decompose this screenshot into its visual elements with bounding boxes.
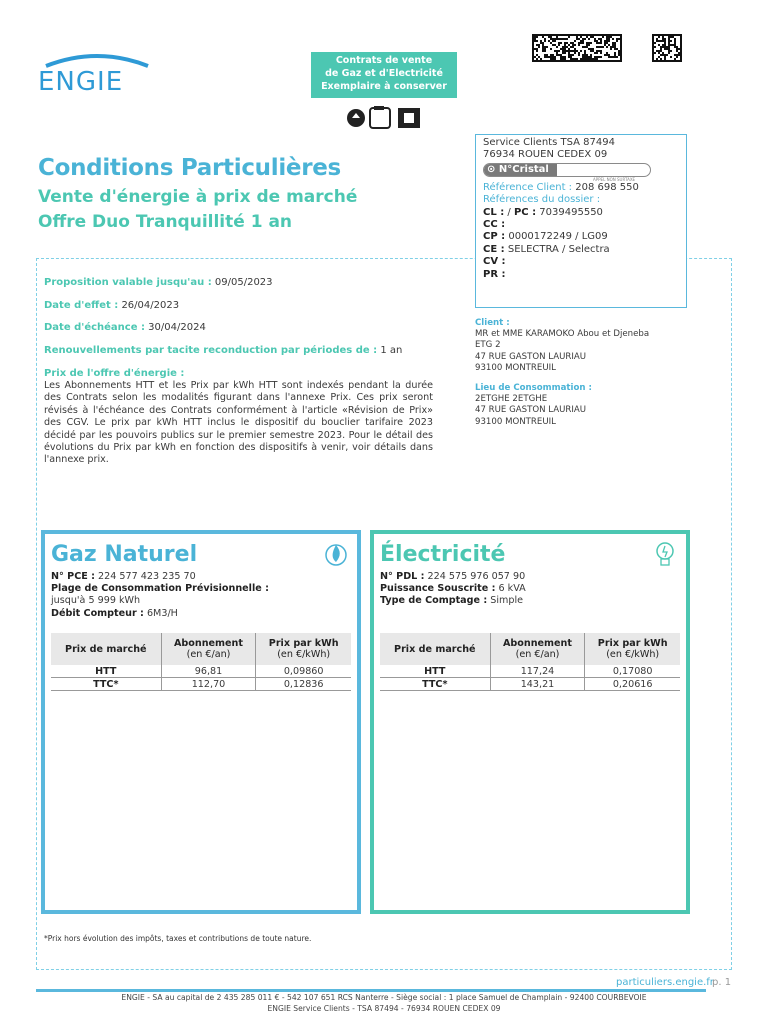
pce-value: 224 577 423 235 70: [98, 571, 196, 582]
col-prix-marche: Prix de marché: [51, 633, 161, 665]
elec-price-table: [380, 633, 680, 691]
elec-card: [370, 530, 690, 914]
cristal-badge: [483, 163, 651, 177]
col-prix-kwh-label: Prix par kWh: [268, 638, 339, 649]
cl-value: /: [507, 206, 511, 218]
ref-client-label: Référence Client :: [483, 181, 573, 193]
col-prix-marche: Prix de marché: [380, 633, 490, 665]
address-box: [475, 134, 687, 308]
col-abonnement-label: Abonnement: [503, 638, 572, 649]
recycling-icons: [344, 104, 424, 130]
client-name: MR et MME KARAMOKO Abou et Djeneba: [475, 329, 650, 340]
type-comptage-label: Type de Comptage :: [380, 595, 488, 607]
cristal-subtext: APPEL NON SURTAXE: [593, 176, 636, 182]
legal-line-2: ENGIE Service Clients - TSA 87494 - 76934 ROUEN CEDEX 09: [267, 1004, 501, 1013]
row-label: HTT: [51, 665, 161, 678]
col-prix-kwh-unit: (en €/kWh): [277, 649, 331, 660]
col-abonnement: [490, 633, 585, 665]
prix-offre-label: Prix de l'offre d'énergie :: [44, 368, 185, 379]
footer-divider: [36, 989, 706, 992]
plage-label: Plage de Consommation Prévisionnelle :: [51, 583, 269, 595]
copy-stamp: [311, 52, 457, 98]
pdl-value: 224 575 976 057 90: [427, 571, 526, 582]
abonnement-value: 112,70: [161, 678, 256, 691]
row-label: HTT: [380, 665, 490, 678]
echeance-value: 30/04/2024: [148, 322, 206, 333]
service-line-2: 76934 ROUEN CEDEX 09: [483, 149, 608, 161]
abonnement-value: 143,21: [490, 678, 585, 691]
paper-icon: [370, 108, 390, 128]
proposition-label: Proposition valable jusqu'au :: [44, 277, 212, 288]
table-row: [380, 665, 680, 678]
puissance-value: 6 kVA: [498, 583, 526, 595]
table-row: [51, 678, 351, 691]
gaz-price-table: [51, 633, 351, 691]
stamp-line-2: de Gaz et d'Electricité: [325, 68, 443, 79]
client-line-3: 47 RUE GASTON LAURIAU: [475, 351, 587, 362]
cc-label: CC :: [483, 219, 506, 231]
engie-logo: [38, 52, 156, 94]
pce-label: N° PCE :: [51, 571, 95, 582]
info-icon: ⊙: [487, 163, 496, 175]
client-label: Client :: [475, 318, 510, 328]
pc-label: PC :: [513, 206, 537, 218]
lieu-label: Lieu de Consommation :: [475, 383, 592, 394]
col-prix-kwh: [256, 633, 351, 665]
client-line-2: ETG 2: [475, 340, 501, 351]
row-label: TTC*: [380, 678, 490, 691]
type-comptage-value: Simple: [490, 595, 524, 607]
prix-offre-text: Les Abonnements HTT et les Prix par kWh HTT sont indexés pendant la durée des Contrats selon les modalités figurant dans l'annexe Prix. Ces prix seront révisés à l'échéance des Contrats conformément à l'article «Révision de Prix» des CGV. Le prix par kWh HTT inclus le dispositif du bouclier tarifaire 2023 décidé par les pouvoirs publics sur le premier semestre 2023. Pour le détail des évolutions du Prix par kWh en fonction des dispositifs à venir, voir détails dans l'annexe prix.: [44, 380, 433, 466]
table-row: [380, 678, 680, 691]
plage-value: jusqu'à 5 999 kWh: [51, 595, 141, 607]
elec-title: Électricité: [380, 542, 506, 567]
pc-value: 7039495550: [539, 206, 603, 218]
stamp-line-1: Contrats de vente: [335, 55, 433, 66]
cristal-label: N°Cristal: [498, 163, 549, 175]
page-subtitle-2: Offre Duo Tranquillité 1 an: [38, 212, 293, 232]
gaz-title: Gaz Naturel: [51, 542, 198, 567]
legal-line-1: ENGIE - SA au capital de 2 435 285 011 € - 542 107 651 RCS Nanterre - Siège social : 1 place Samuel de Champlain - 92400 COURBEVOIE: [121, 993, 647, 1002]
pdl-label: N° PDL :: [380, 571, 425, 582]
ref-client-value: 208 698 550: [575, 181, 639, 193]
page-subtitle-1: Vente d'énergie à prix de marché: [38, 187, 358, 207]
website-link[interactable]: particuliers.engie.fr: [616, 977, 714, 988]
abonnement-value: 117,24: [490, 665, 585, 678]
service-line-1: Service Clients TSA 87494: [483, 137, 615, 148]
puissance-label: Puissance Souscrite :: [380, 583, 496, 595]
gaz-meta: [51, 571, 301, 620]
lieu-line-1: 2ETGHE 2ETGHE: [475, 394, 548, 405]
page-number: p. 1: [712, 977, 732, 988]
client-line-4: 93100 MONTREUIL: [475, 362, 556, 373]
col-prix-kwh: [585, 633, 680, 665]
cp-label: CP :: [483, 231, 506, 243]
page-title: Conditions Particulières: [38, 155, 341, 181]
col-abonnement-label: Abonnement: [174, 638, 243, 649]
stamp-line-3: Exemplaire à conserver: [321, 81, 447, 92]
col-prix-kwh-unit: (en €/kWh): [606, 649, 660, 660]
ce-label: CE :: [483, 243, 505, 255]
col-prix-kwh-label: Prix par kWh: [597, 638, 668, 649]
cv-label: CV :: [483, 256, 506, 268]
debit-label: Débit Compteur :: [51, 607, 144, 619]
kwh-value: 0,12836: [256, 678, 351, 691]
effet-value: 26/04/2023: [121, 300, 180, 311]
prix-offre-label-row: [44, 368, 184, 379]
kwh-value: 0,09860: [256, 665, 351, 678]
lightbulb-icon: [654, 540, 676, 568]
pr-label: PR :: [483, 268, 506, 280]
table-row: [51, 665, 351, 678]
lieu-line-2: 47 RUE GASTON LAURIAU: [475, 405, 587, 416]
cl-label: CL :: [483, 206, 505, 218]
lieu-line-3: 93100 MONTREUIL: [475, 416, 556, 427]
renouvellement-row: [44, 345, 402, 356]
qr-code-icon: [652, 34, 682, 62]
kwh-value: 0,20616: [585, 678, 680, 691]
kwh-value: 0,17080: [585, 665, 680, 678]
flame-icon: [325, 540, 347, 568]
gaz-card: [41, 530, 361, 914]
echeance-row: [44, 322, 206, 333]
ce-value: SELECTRA / Selectra: [507, 243, 610, 255]
proposition-row: [44, 277, 273, 288]
client-block: [475, 318, 725, 428]
col-abonnement: [161, 633, 256, 665]
elec-meta: [380, 571, 630, 608]
cp-value: 0000172249 / LG09: [508, 231, 608, 243]
refs-dossier-label: Références du dossier :: [483, 194, 601, 206]
abonnement-value: 96,81: [161, 665, 256, 678]
col-abonnement-unit: (en €/an): [186, 649, 231, 660]
row-label: TTC*: [51, 678, 161, 691]
debit-value: 6M3/H: [146, 607, 178, 619]
proposition-value: 09/05/2023: [214, 277, 273, 288]
col-abonnement-unit: (en €/an): [515, 649, 560, 660]
footnote: *Prix hors évolution des impôts, taxes et contributions de toute nature.: [44, 934, 312, 943]
renouvellement-value: 1 an: [380, 345, 403, 356]
effet-row: [44, 300, 179, 311]
renouvellement-label: Renouvellements par tacite reconduction par périodes de :: [44, 345, 378, 356]
logo-text: ENGIE: [38, 67, 124, 94]
echeance-label: Date d'échéance :: [44, 322, 145, 333]
datamatrix-icon: [532, 34, 622, 62]
effet-label: Date d'effet :: [44, 300, 119, 311]
